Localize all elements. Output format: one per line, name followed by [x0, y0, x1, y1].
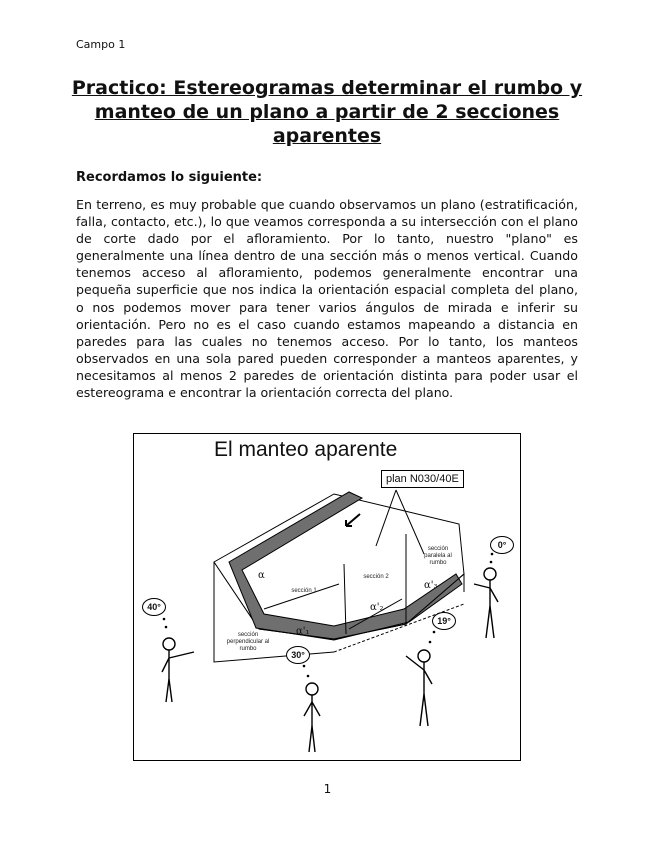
alpha-label: α — [258, 570, 265, 581]
observer-far-right — [474, 568, 498, 638]
figure-title: El manteo aparente — [214, 438, 398, 461]
alpha2-label: α'₂ — [370, 602, 384, 613]
observer-left — [162, 638, 194, 702]
plan-label: plan N030/40E — [381, 470, 464, 488]
section1-label: sección 1 — [291, 588, 317, 594]
section-left-label: sección perpendicular al rumbo — [226, 632, 270, 652]
dip-bubble-40: 40° — [142, 598, 166, 616]
alpha1-label: α'₁ — [296, 626, 310, 637]
page-number: 1 — [323, 782, 332, 796]
body-paragraph: En terreno, es muy probable que cuando observamos un plano (estratificación, falla, contacto, etc.), lo que veamos corresponda a su intersección con el plano de corte dado por el afloramiento. Por lo tanto, nuestro "plano" es generalmente una línea dentro de una sección más o menos vertical. Cuando tenemos acceso al afloramiento, podemos generalmente encontrar una pequeña superficie que nos indica la orientación espacial completa del plano, o nos podemos mover para tener varios ángulos de mirada e inferir su orientación. Pero no es el caso cuando estamos mapeando a distancia en paredes para las cuales no tenemos acceso. Por lo tanto, los manteos observados en una sola pared pueden corresponder a manteos aparentes, y necesitamos al menos 2 paredes de orientación distinta para poder usar el estereograma e encontrar la orientación correcta del plano. — [76, 197, 578, 401]
observer-right — [406, 650, 432, 726]
page-header: Campo 1 — [76, 38, 126, 51]
section-right-label: sección paralela al rumbo — [424, 546, 452, 566]
dip-bubble-0: 0° — [490, 536, 514, 554]
dip-bubble-30: 30° — [286, 646, 310, 664]
alpha3-label: α'₃ — [424, 580, 438, 591]
observer-center — [304, 683, 320, 752]
section2-label: sección 2 — [363, 574, 389, 580]
apparent-dip-figure — [133, 433, 521, 761]
dip-bubble-19: 19° — [432, 612, 456, 630]
section-heading: Recordamos lo siguiente: — [76, 170, 263, 185]
block-diagram — [134, 434, 522, 762]
page-title: Practico: Estereogramas determinar el rumbo y manteo de un plano a partir de 2 secciones aparentes — [71, 77, 583, 147]
